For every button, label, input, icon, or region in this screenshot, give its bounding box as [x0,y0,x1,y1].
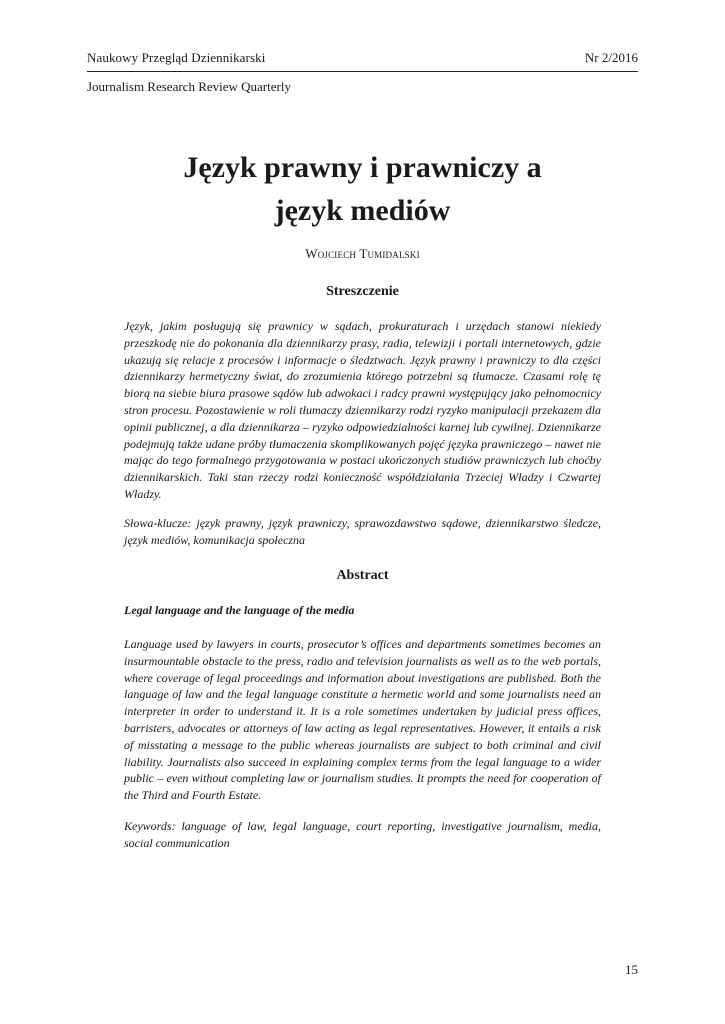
article-title [87,146,638,232]
polish-keywords: Słowa-klucze: język prawny, język prawniczy, sprawozdawstwo sądowe, dziennikarstwo śledcze, język mediów, komunikacja społeczna [124,516,601,547]
article-title-text: Język prawny i prawniczy a język mediów [183,151,542,227]
journal-name: Naukowy Przegląd Dziennikarski [87,50,266,65]
abstract-heading: Abstract [336,568,389,583]
abstract-subtitle: Legal language and the language of the media [124,603,355,617]
journal-name-english: Journalism Research Review Quarterly [87,79,291,94]
streszczenie-heading: Streszczenie [326,284,399,299]
page-number: 15 [625,962,638,977]
issue-number: Nr 2/2016 [584,50,638,65]
header-divider [87,71,638,72]
abstract-body: Language used by lawyers in courts, prosecutor’s offices and departments sometimes becomes an insurmountable obstacle to the press, radio and television journalists as well as to the web portals, where coverage of legal proceedings and information about investigations are published. Both the language of law and the legal language constitute a hermetic world and some journalists need an interpreter in order to understand it. It is a role sometimes undertaken by judicial press offices, barristers, advocates or attorneys of law acting as legal representatives. However, it entails a risk of misstating a message to the public whereas journalists are subject to both criminal and civil liability. Journalists also succeed in explaining complex terms from the legal language to a wider public – even without completing law or journalism studies. It prompts the need for cooperation of the Third and Fourth Estate. [124,637,601,803]
streszczenie-body: Język, jakim posługują się prawnicy w sądach, prokuraturach i urzędach stanowi niekiedy przeszkodę nie do pokonania dla dziennikarzy prasy, radia, telewizji i portali internetowych, gdzie ukazują się relacje z procesów i informacje o śledztwach. Język prawny i prawniczy to dla części dziennikarzy hermetyczny świat, do zrozumienia którego potrzebni są tłumacze. Czasami rolę tę biorą na siebie biura prasowe sądów lub adwokaci i radcy prawni występujący jako pełnomocnicy stron procesu. Pozostawienie w roli tłumaczy dziennikarzy rodzi ryzyko manipulacji przekazem dla opinii publicznej, a dla dziennikarza – ryzyko odpowiedzialności karnej lub cywilnej. Dziennikarze podejmują także udane próby tłumaczenia skomplikowanych pojęć języka prawniczego – nawet nie mając do tego formalnego przygotowania w postaci ukończonych studiów prawniczych lub choćby dziennikarskich. Taki stan rzeczy rodzi konieczność współdziałania Trzeciej Władzy i Czwartej Władzy. [124,319,601,501]
english-keywords: Keywords: language of law, legal language, court reporting, investigative journalism, media, social communication [124,819,601,850]
article-author: Wojciech Tumidalski [305,246,420,261]
